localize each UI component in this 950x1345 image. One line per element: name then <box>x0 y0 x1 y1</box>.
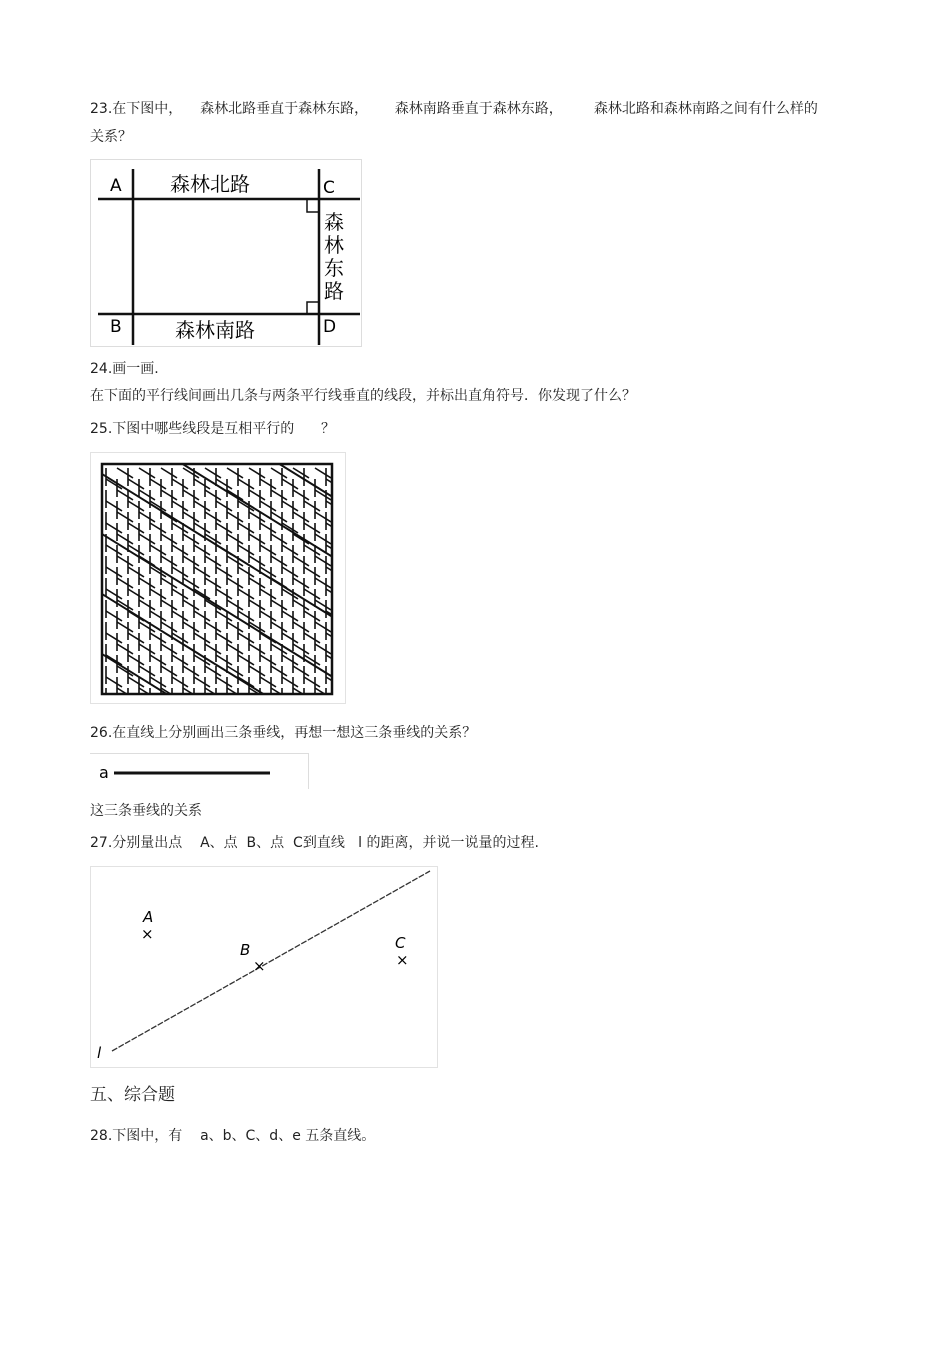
pattern-segment <box>161 490 177 500</box>
pattern-segment <box>117 534 133 544</box>
pattern-segment <box>315 468 331 478</box>
pattern-segment <box>216 633 232 643</box>
pattern-segment <box>271 490 287 500</box>
pattern-segment <box>337 468 346 478</box>
pattern-segment <box>249 556 265 566</box>
pattern-segment <box>260 611 276 621</box>
pattern-segment <box>304 589 320 599</box>
q24-text-line1: 24.画一画. <box>90 361 159 377</box>
pattern-segment <box>172 567 188 577</box>
pattern-segment <box>128 589 144 599</box>
pattern-segment <box>172 523 188 533</box>
pattern-segment <box>183 556 199 566</box>
pattern-segment <box>293 534 309 544</box>
parallel-line-pattern <box>90 452 346 704</box>
pattern-segment <box>117 622 133 632</box>
pattern-segment <box>106 611 122 621</box>
q25-text-line1: 25.下图中哪些线段是互相平行的 ？ <box>90 421 335 437</box>
pattern-segment <box>161 534 177 544</box>
pattern-segment <box>337 534 346 544</box>
q27-text-line1: 27.分别量出点 A、点 B、点 C到直线 l 的距离，并说一说量的过程. <box>90 835 539 851</box>
pattern-segment <box>161 666 177 676</box>
pattern-segment <box>150 523 166 533</box>
north-road-label: 森林北路 <box>170 172 250 196</box>
pattern-segment <box>304 523 320 533</box>
pattern-segment <box>150 633 166 643</box>
pattern-segment <box>315 644 331 654</box>
pattern-segment <box>150 611 166 621</box>
pattern-segment <box>172 611 188 621</box>
pattern-segment <box>271 534 287 544</box>
label-a: A <box>110 176 122 196</box>
pattern-segment <box>227 490 243 500</box>
pattern-segment <box>282 479 298 489</box>
pattern-segment <box>150 545 166 555</box>
pattern-segment <box>337 622 346 632</box>
pattern-segment <box>128 567 144 577</box>
pattern-segment <box>260 567 276 577</box>
pattern-segment <box>106 567 122 577</box>
pattern-segment <box>304 633 320 643</box>
pattern-segment <box>293 578 309 588</box>
pattern-segment <box>183 534 199 544</box>
pattern-segment <box>304 677 320 687</box>
pattern-segment <box>227 578 243 588</box>
pattern-segment <box>249 578 265 588</box>
pattern-segment <box>271 578 287 588</box>
right-angle-mark-d <box>307 302 319 314</box>
pattern-segment <box>128 501 144 511</box>
pattern-segment <box>304 479 320 489</box>
pattern-segment <box>227 644 243 654</box>
pattern-segment <box>337 600 346 610</box>
east-road-char: 路 <box>324 279 344 303</box>
pattern-segment <box>282 567 298 577</box>
pattern-segment <box>293 622 309 632</box>
pattern-segment <box>128 611 144 621</box>
pattern-segment <box>194 567 210 577</box>
pattern-segment <box>337 578 346 588</box>
pattern-segment <box>161 644 177 654</box>
pattern-segment <box>304 501 320 511</box>
point-b-label: B <box>240 941 251 959</box>
pattern-segment <box>271 468 287 478</box>
pattern-segment <box>227 666 243 676</box>
section-title: 五、综合题 <box>90 1085 175 1105</box>
pattern-segment <box>260 677 276 687</box>
pattern-segment <box>117 512 133 522</box>
pattern-segment <box>205 512 221 522</box>
pattern-segment <box>183 512 199 522</box>
pattern-segment <box>337 666 346 676</box>
pattern-segment <box>282 611 298 621</box>
pattern-segment <box>260 633 276 643</box>
pattern-segment <box>326 479 342 489</box>
pattern-segment <box>216 677 232 687</box>
pattern-segment <box>216 501 232 511</box>
pattern-segment <box>293 666 309 676</box>
pattern-segment <box>315 556 331 566</box>
pattern-segment <box>183 490 199 500</box>
pattern-segment <box>326 655 342 665</box>
pattern-segment <box>304 611 320 621</box>
pattern-segment <box>194 589 210 599</box>
pattern-segment <box>216 655 232 665</box>
pattern-segment <box>304 567 320 577</box>
pattern-segment <box>205 644 221 654</box>
pattern-segment <box>139 512 155 522</box>
pattern-segment <box>106 655 122 665</box>
south-road-label: 森林南路 <box>175 318 255 342</box>
pattern-segment <box>249 534 265 544</box>
q26-text-line1: 26.在直线上分别画出三条垂线，再想一想这三条垂线的关系？ <box>90 725 477 741</box>
pattern-segment <box>150 479 166 489</box>
q23-text-line1: 23.在下图中， 森林北路垂直于森林东路， 森林南路垂直于森林东路， 森林北路和森林南路之间有什么样的 <box>90 101 818 117</box>
pattern-segment <box>161 556 177 566</box>
pattern-segment <box>205 490 221 500</box>
pattern-segment <box>216 479 232 489</box>
label-b: B <box>110 317 122 337</box>
right-angle-mark-c <box>307 199 319 212</box>
pattern-segment <box>117 578 133 588</box>
pattern-segment <box>304 545 320 555</box>
pattern-segment <box>150 589 166 599</box>
pattern-segment <box>172 545 188 555</box>
pattern-segment <box>260 479 276 489</box>
pattern-segment <box>194 677 210 687</box>
pattern-segment <box>216 523 232 533</box>
pattern-segment <box>205 578 221 588</box>
pattern-segment <box>139 600 155 610</box>
pattern-segment <box>205 600 221 610</box>
pattern-segment <box>337 644 346 654</box>
q25-pattern-figure <box>90 452 346 704</box>
pattern-segment <box>139 644 155 654</box>
pattern-segment <box>326 633 342 643</box>
pattern-segment <box>337 688 346 698</box>
pattern-segment <box>282 633 298 643</box>
pattern-segment <box>271 556 287 566</box>
pattern-segment <box>271 600 287 610</box>
pattern-segment <box>161 622 177 632</box>
label-d: D <box>323 317 337 337</box>
pattern-segment <box>315 666 331 676</box>
pattern-segment <box>216 567 232 577</box>
pattern-segment <box>238 589 254 599</box>
pattern-segment <box>117 556 133 566</box>
east-road-char: 林 <box>324 233 344 257</box>
pattern-segment <box>183 600 199 610</box>
pattern-segment <box>150 655 166 665</box>
pattern-segment <box>271 622 287 632</box>
point-a-label: A <box>143 908 154 926</box>
q23-road-figure <box>90 159 362 347</box>
pattern-segment <box>205 666 221 676</box>
pattern-segment <box>238 479 254 489</box>
pattern-segment <box>172 677 188 687</box>
pattern-segment <box>238 567 254 577</box>
pattern-segment <box>315 578 331 588</box>
pattern-segment <box>216 545 232 555</box>
pattern-segment <box>282 677 298 687</box>
point-c-marker: × <box>396 951 409 969</box>
pattern-segment <box>227 600 243 610</box>
pattern-segment <box>172 501 188 511</box>
pattern-segment <box>260 523 276 533</box>
pattern-segment <box>117 644 133 654</box>
pattern-segment <box>205 622 221 632</box>
pattern-segment <box>139 556 155 566</box>
pattern-segment <box>90 582 346 704</box>
pattern-segment <box>117 468 133 478</box>
pattern-segment <box>326 677 342 687</box>
pattern-segment <box>315 512 331 522</box>
pattern-segment <box>194 501 210 511</box>
pattern-segment <box>282 655 298 665</box>
pattern-segment <box>194 611 210 621</box>
pattern-segment <box>260 545 276 555</box>
east-road-char: 东 <box>324 256 344 280</box>
pattern-segment <box>161 512 177 522</box>
pattern-segment <box>106 633 122 643</box>
point-c-label: C <box>395 934 406 952</box>
point-b-marker: × <box>253 957 266 975</box>
pattern-segment <box>139 468 155 478</box>
pattern-segment <box>128 655 144 665</box>
pattern-segment <box>326 501 342 511</box>
pattern-segment <box>106 523 122 533</box>
east-road-char: 森 <box>324 210 344 234</box>
pattern-segment <box>249 666 265 676</box>
pattern-segment <box>282 501 298 511</box>
pattern-segment <box>161 468 177 478</box>
pattern-segment <box>227 622 243 632</box>
pattern-segment <box>337 512 346 522</box>
pattern-segment <box>194 545 210 555</box>
q26-text-line2: 这三条垂线的关系 <box>90 803 202 819</box>
pattern-segment <box>106 545 122 555</box>
point-a-marker: × <box>141 925 154 943</box>
pattern-segment <box>172 589 188 599</box>
pattern-segment <box>205 556 221 566</box>
pattern-segment <box>139 534 155 544</box>
pattern-segment <box>161 600 177 610</box>
pattern-segment <box>205 468 221 478</box>
pattern-segment <box>315 534 331 544</box>
line-a-label: a <box>99 763 109 782</box>
pattern-segment <box>238 523 254 533</box>
pattern-segment <box>315 622 331 632</box>
pattern-segment <box>128 545 144 555</box>
q27-distance-figure <box>90 866 438 1068</box>
pattern-segment <box>172 655 188 665</box>
pattern-segment <box>128 523 144 533</box>
pattern-segment <box>293 490 309 500</box>
pattern-segment <box>139 622 155 632</box>
pattern-segment <box>183 644 199 654</box>
pattern-segment <box>194 633 210 643</box>
pattern-segment <box>282 545 298 555</box>
q28-text-line1: 28.下图中，有 a、b、C、d、e 五条直线。 <box>90 1128 376 1144</box>
pattern-segment <box>249 490 265 500</box>
pattern-segment <box>128 479 144 489</box>
pattern-segment <box>326 567 342 577</box>
pattern-segment <box>139 578 155 588</box>
pattern-segment <box>337 556 346 566</box>
pattern-segment <box>293 512 309 522</box>
line-l-label: l <box>97 1044 102 1062</box>
pattern-segment <box>216 589 232 599</box>
pattern-segment <box>260 501 276 511</box>
pattern-segment <box>326 589 342 599</box>
pattern-segment <box>337 490 346 500</box>
line-l <box>112 871 430 1051</box>
pattern-segment <box>249 468 265 478</box>
pattern-segment <box>238 545 254 555</box>
pattern-segment <box>260 655 276 665</box>
pattern-segment <box>238 633 254 643</box>
pattern-segment <box>326 523 342 533</box>
pattern-segment <box>139 666 155 676</box>
pattern-segment <box>106 677 122 687</box>
pattern-segment <box>106 501 122 511</box>
pattern-segment <box>293 556 309 566</box>
pattern-segment <box>238 655 254 665</box>
q26-line-figure <box>90 753 310 789</box>
q24-text-line2: 在下面的平行线间画出几条与两条平行线垂直的线段，并标出直角符号．你发现了什么？ <box>90 388 636 404</box>
pattern-segment <box>128 633 144 643</box>
q23-text-line2: 关系？ <box>90 129 132 145</box>
pattern-segment <box>238 677 254 687</box>
pattern-segment <box>260 589 276 599</box>
pattern-segment <box>249 644 265 654</box>
pattern-segment <box>227 468 243 478</box>
pattern-segment <box>271 644 287 654</box>
pattern-segment <box>249 600 265 610</box>
pattern-segment <box>227 534 243 544</box>
pattern-segment <box>172 479 188 489</box>
label-c: C <box>323 178 335 198</box>
pattern-segment <box>326 611 342 621</box>
pattern-segment <box>271 666 287 676</box>
pattern-segment <box>227 512 243 522</box>
pattern-segment <box>293 644 309 654</box>
pattern-segment <box>183 666 199 676</box>
pattern-segment <box>183 622 199 632</box>
